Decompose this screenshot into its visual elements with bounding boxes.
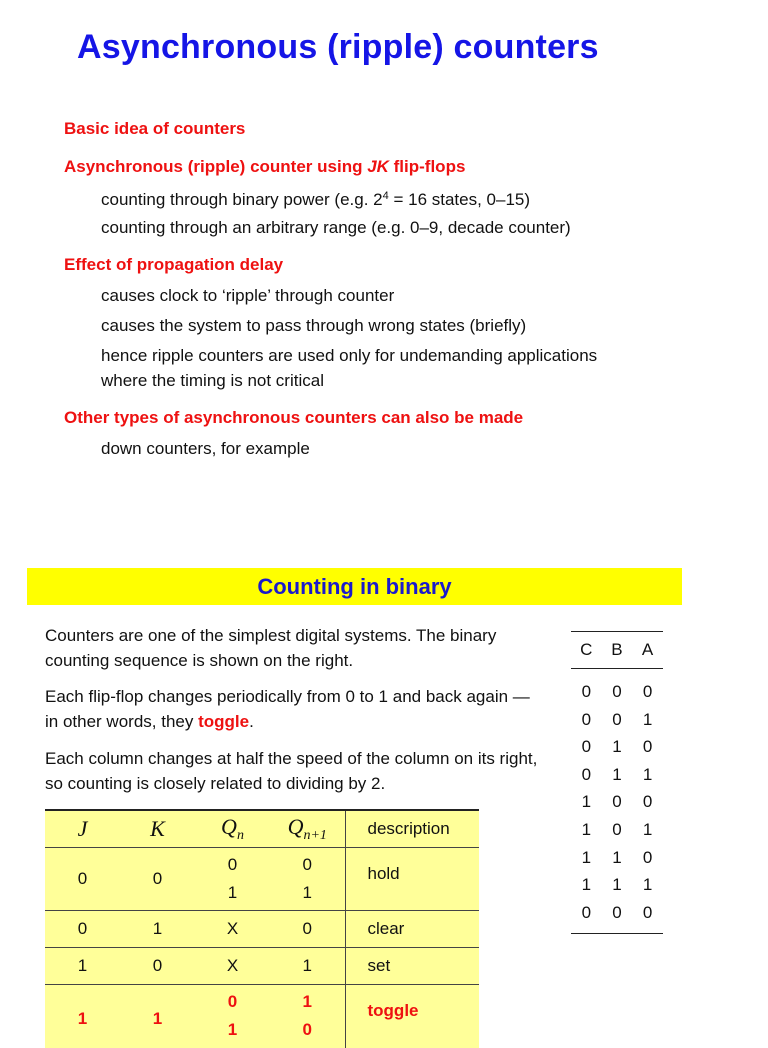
cba-cell: 1: [642, 875, 653, 895]
page-title: Asynchronous (ripple) counters: [77, 28, 599, 66]
cba-row: [571, 871, 663, 899]
counting-binary-banner: [27, 568, 682, 605]
jk-header-j: J: [45, 810, 120, 848]
cba-cell: 0: [612, 819, 622, 839]
section-other-types: Other types of asynchronous counters can also be made: [64, 408, 524, 427]
jk-cell: 1: [45, 948, 120, 985]
cba-cell: 0: [612, 792, 622, 812]
section-ripple-counter-pre: Asynchronous (ripple) counter using: [64, 157, 368, 176]
cba-cell: 1: [581, 819, 592, 839]
section-basic-idea: Basic idea of counters: [64, 119, 246, 138]
jk-desc-toggle: toggle: [345, 985, 479, 1048]
cba-cell: 0: [642, 902, 653, 922]
cba-cell: 0: [642, 737, 653, 757]
jk-cell: 0: [120, 948, 195, 985]
cba-header-b: B: [611, 640, 623, 659]
cba-cell: 1: [642, 819, 653, 839]
jk-cell: 1: [120, 911, 195, 948]
jk-cell: 0: [270, 911, 345, 948]
bullet-arbitrary-range: counting through an arbitrary range (e.g. 0–9, decade counter): [101, 218, 571, 237]
jk-cell-b: 0: [302, 1020, 312, 1040]
cba-cell: 0: [581, 709, 592, 729]
jk-cell: 0: [120, 848, 195, 911]
jk-cell-b: 1: [302, 883, 312, 902]
jk-cell: X: [195, 911, 270, 948]
bullet-undemanding-b: where the timing is not critical: [101, 371, 324, 390]
jk-cell-a: 0: [227, 855, 238, 874]
cba-cell: 0: [612, 902, 622, 922]
toggle-word: toggle: [198, 712, 250, 731]
jk-desc-clear: clear: [345, 911, 479, 948]
cba-cell: 0: [581, 764, 592, 784]
jk-truth-table: [45, 809, 479, 1048]
cba-cell: 0: [581, 737, 592, 757]
cba-row: [571, 706, 663, 734]
jk-row-hold: [45, 848, 479, 911]
bullet-wrong-states: causes the system to pass through wrong states (briefly): [101, 316, 527, 335]
cba-cell: 1: [612, 847, 622, 867]
jk-header-description: description: [345, 810, 479, 848]
jk-header-qn1-q: Q: [287, 814, 304, 839]
jk-header-row: [45, 810, 479, 848]
jk-row-toggle: [45, 985, 479, 1048]
jk-cell: 1: [120, 985, 195, 1048]
bullet-binary-power-post: = 16 states, 0–15): [388, 190, 531, 209]
jk-cell: [270, 848, 345, 911]
jk-header-qn-q: Q: [221, 814, 237, 839]
jk-cell-a: 0: [227, 992, 238, 1012]
cba-cell: 1: [581, 792, 592, 812]
jk-cell-b: 1: [227, 1020, 238, 1040]
jk-cell-a: 1: [302, 992, 312, 1012]
bullet-clock-ripple: causes clock to ‘ripple’ through counter: [101, 286, 395, 305]
jk-cell: 0: [45, 848, 120, 911]
cba-header-row: [571, 631, 663, 669]
cba-header-a: A: [641, 640, 654, 659]
cba-cell: 0: [612, 709, 622, 729]
cba-cell: 1: [642, 709, 653, 729]
binary-sequence-table: [571, 631, 663, 934]
cba-row: [571, 761, 663, 789]
section-ripple-counter-post: flip-flops: [388, 157, 466, 176]
cba-cell: 0: [642, 847, 653, 867]
jk-cell-a: 0: [302, 855, 312, 874]
cba-cell: 1: [612, 737, 622, 757]
jk-header-qn-sub: n: [236, 828, 244, 843]
jk-cell: [195, 985, 270, 1048]
bullet-undemanding: [101, 343, 597, 393]
jk-header-qn: [195, 810, 270, 848]
section-ripple-counter: [64, 157, 465, 177]
bullet-binary-power: [101, 184, 530, 212]
cba-row: [571, 899, 663, 927]
cba-cell: 0: [581, 902, 592, 922]
cba-row: [571, 678, 663, 706]
jk-row-set: [45, 948, 479, 985]
binary-paragraph-3: Each column changes at half the speed of the column on its right, so counting is closely related to dividing by 2.: [45, 749, 538, 793]
jk-header-k: K: [120, 810, 195, 848]
jk-cell: 1: [45, 985, 120, 1048]
binary-paragraph-2-pre: Each flip-flop changes periodically from 0 to 1 and back again — in other words, they: [45, 687, 530, 731]
section-propagation-delay: Effect of propagation delay: [64, 255, 284, 274]
jk-cell: [195, 848, 270, 911]
cba-cell: 0: [612, 682, 622, 701]
jk-cell: 0: [45, 911, 120, 948]
jk-cell: X: [195, 948, 270, 985]
counting-binary-title: Counting in binary: [257, 574, 452, 599]
jk-cell: 1: [270, 948, 345, 985]
jk-desc-hold: hold: [345, 848, 479, 911]
cba-cell: 1: [642, 764, 653, 784]
binary-paragraph-2-post: .: [249, 712, 254, 731]
jk-cell-b: 1: [227, 883, 238, 902]
cba-cell: 1: [581, 847, 592, 867]
jk-header-qn1: [270, 810, 345, 848]
bullet-down-counters: down counters, for example: [101, 439, 310, 458]
bullet-undemanding-a: hence ripple counters are used only for undemanding applications: [101, 346, 598, 365]
cba-cell: 0: [642, 792, 653, 812]
section-ripple-counter-jk: JK: [367, 157, 389, 176]
cba-row: [571, 788, 663, 816]
cba-row: [571, 844, 663, 872]
cba-body: [571, 669, 663, 934]
cba-row: [571, 733, 663, 761]
bullet-binary-power-exp: 4: [382, 190, 389, 202]
binary-paragraph-2: [45, 684, 545, 734]
jk-cell: [270, 985, 345, 1048]
cba-row: [571, 816, 663, 844]
cba-cell: 0: [642, 682, 653, 701]
binary-paragraph-1: Counters are one of the simplest digital systems. The binary counting sequence is shown on the right.: [45, 626, 497, 670]
cba-cell: 1: [612, 764, 622, 784]
cba-cell: 1: [612, 875, 622, 895]
jk-row-clear: [45, 911, 479, 948]
cba-cell: 1: [581, 875, 592, 895]
jk-header-qn1-sub: n+1: [303, 828, 327, 843]
cba-cell: 0: [581, 682, 592, 701]
bullet-binary-power-pre: counting through binary power (e.g. 2: [101, 190, 383, 209]
cba-header-c: C: [580, 640, 593, 659]
jk-desc-set: set: [345, 948, 479, 985]
